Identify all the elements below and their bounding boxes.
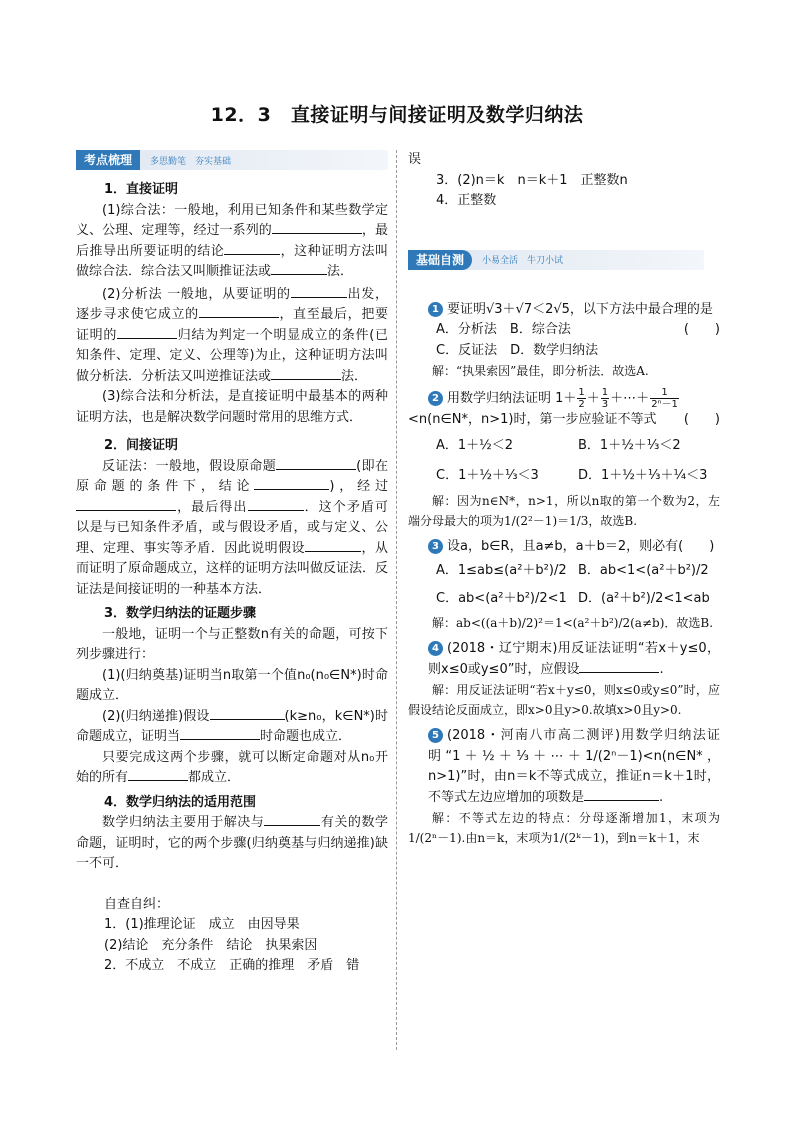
self-check-title: 自查自纠： (104, 896, 170, 912)
section-header-kaodian (76, 150, 388, 170)
options-row: A．分析法 B．综合法 (436, 322, 571, 337)
answer-parenthesis: ( ) (683, 412, 720, 427)
fraction-third: $\frac{1}{3}$ (601, 387, 609, 410)
fill-blank (117, 326, 177, 339)
fill-blank (305, 539, 361, 552)
fill-blank (264, 813, 320, 826)
options-row: C．ab<(a²＋b²)/2<1 D．(a²＋b²)/2<1<ab (436, 591, 710, 606)
answer-line: 4．正整数 (436, 193, 497, 208)
heading-indirect-proof: 2．间接证明 (104, 438, 179, 453)
fill-blank (584, 788, 659, 801)
fill-blank (180, 727, 260, 740)
answer-line: 3．(2)n＝k n＝k＋1 正整数n (436, 172, 628, 188)
question-number-badge: 5 (428, 728, 443, 743)
answer-line: (2)结论 充分条件 结论 执果索因 (104, 937, 318, 953)
fill-blank (210, 707, 285, 720)
paragraph-contradiction: 反证法：一般地，假设原命题 (即在原命题的条件下，结论 )，经过，最后得出 ．这个矛盾可以是与已知条件矛盾，或与假设矛盾，或与定义、公理、定理、事实等矛盾．因此说明假设 ，从而证明了原命题成立，这样的证明方法叫做反证法．反证法是间接证明的一种基本方法． (76, 458, 389, 597)
fill-blank (76, 498, 176, 511)
question-2-cont: <n(n∈N*，n>1)时，第一步应验证不等式 ( ) (408, 410, 720, 431)
left-column (76, 150, 388, 977)
section-tag: 考点梳理 (76, 150, 140, 170)
section-motto: 多思勤笔 夯实基础 (150, 156, 232, 167)
paragraph-methods: (3)综合法和分析法，是直接证明中最基本的两种证明方法，也是解决数学问题时常用的思维方式． (76, 389, 388, 425)
section-header-jichu (408, 250, 704, 270)
fill-blank (271, 262, 327, 275)
fill-blank (128, 768, 188, 781)
answer-continuation: 误 (408, 152, 422, 167)
paragraph-induction-intro: 一般地，证明一个与正整数n有关的命题，可按下列步骤进行： (76, 626, 388, 662)
fill-blank (199, 305, 279, 318)
options-row: A．1≤ab≤(a²＋b²)/2 B．ab<1<(a²＋b²)/2 (436, 563, 709, 578)
paragraph-conclusion: 只要完成这两个步骤，就可以断定命题对从n₀开始的所有 都成立． (76, 749, 388, 785)
fill-blank (272, 221, 362, 234)
answer-parenthesis: ( ) (683, 322, 720, 337)
fill-blank (271, 367, 341, 380)
fill-blank (224, 242, 280, 255)
question-3: 3 设a，b∈R，且a≠b，a＋b＝2，则必有( ) (408, 537, 720, 558)
fill-blank (291, 285, 347, 298)
solution-4: 解：用反证法证明“若x＋y≤0，则x≤0或y≤0”时，应假设结论反面成立，即x>0且y>0.故填x>0且y>0. (408, 683, 720, 717)
fill-blank (276, 457, 356, 470)
paragraph-analysis: (2)分析法 一般地，从要证明的 出发，逐步寻求使它成立的 ，直至最后，把要证明的 归结为判定一个明显成立的条件(已知条件、定理、定义、公理等)为止，这种证明方法叫做分析法．分析法又叫逆推证法或 法． (76, 286, 388, 384)
options-row: A．1＋½＜2 B．1＋½＋⅓＜2 (436, 437, 681, 453)
paragraph-inductive-step: (2)(归纳递推)假设 (k≥n₀，k∈N*)时命题成立，证明当 时命题也成立． (76, 708, 389, 744)
question-5: 5 (2018・河南八市高二测评)用数学归纳法证明“1＋½＋⅓＋⋯＋1/(2ⁿ－1)<n(n∈N*，n>1)”时，由n＝k不等式成立，推证n＝k＋1时，不等式左边应增加的项数是 . (428, 728, 720, 805)
section-tag: 基础自测 (408, 250, 472, 270)
question-2: 2 用数学归纳法证明 1＋ $\frac{1}{2}$ ＋ $\frac{1}{3}$ ＋⋯＋ $\frac{1}{\text{2ⁿ－1}}$ (408, 387, 720, 410)
right-column (408, 150, 720, 848)
heading-induction-scope: 4．数学归纳法的适用范围 (104, 794, 257, 810)
section-motto: 小易全活 牛刀小试 (482, 256, 564, 266)
solution-5: 解：不等式左边的特点：分母逐渐增加1，末项为1/(2ⁿ－1).由n＝k，末项为1/(2ᵏ－1)，到n＝k＋1，末 (408, 811, 720, 845)
answer-line: 2．不成立 不成立 正确的推理 矛盾 错 (104, 958, 360, 973)
solution-3: 解：ab<((a＋b)/2)²＝1<(a²＋b²)/2(a≠b)．故选B. (432, 616, 714, 630)
answer-line: 1．(1)推理论证 成立 由因导果 (104, 917, 300, 932)
paragraph-base-case: (1)(归纳奠基)证明当n取第一个值n₀(n₀∈N*)时命题成立． (76, 667, 388, 703)
solution-1: 解：“执果索因”最佳，即分析法．故选A. (432, 364, 649, 378)
heading-direct-proof: 1．直接证明 (104, 182, 179, 197)
question-number-badge: 1 (428, 302, 443, 317)
question-1: 1 要证明√3＋√7＜2√5，以下方法中最合理的是 ( ) (408, 300, 720, 321)
options-row: C．1＋½＋⅓＜3 D．1＋½＋⅓＋¼＜3 (436, 467, 708, 483)
solution-2: 解：因为n∈N*，n>1，所以n取的第一个数为2，左端分母最大的项为1/(2²－1)＝1/3，故选B. (408, 493, 720, 528)
page-title: 12．3 直接证明与间接证明及数学归纳法 (210, 104, 584, 126)
question-number-badge: 3 (428, 539, 443, 554)
options-row: C．反证法 D．数学归纳法 (436, 342, 599, 358)
fill-blank (579, 660, 659, 673)
fill-blank (254, 477, 329, 490)
question-4: 4 (2018・辽宁期末)用反证法证明“若x＋y≤0，则x≤0或y≤0”时，应假设 . (428, 641, 720, 677)
fraction-half: $\frac{1}{2}$ (578, 387, 585, 410)
fraction-last-term: $\frac{1}{\text{2ⁿ－1}}$ (651, 387, 678, 410)
paragraph-synthesis: (1)综合法：一般地，利用已知条件和某些数学定义、公理、定理等，经过一系列的 ，最后推导出所要证明的结论 ，这种证明方法叫做综合法．综合法又叫顺推证法或 法． (76, 202, 388, 279)
paragraph-induction-scope: 数学归纳法主要用于解决与 有关的数学命题，证明时，它的两个步骤(归纳奠基与归纳递推)缺一不可． (76, 815, 388, 871)
column-divider (396, 150, 398, 1050)
question-number-badge: 4 (428, 641, 443, 656)
fill-blank (248, 498, 304, 511)
question-number-badge: 2 (428, 391, 443, 406)
heading-induction-steps: 3．数学归纳法的证题步骤 (104, 606, 257, 621)
